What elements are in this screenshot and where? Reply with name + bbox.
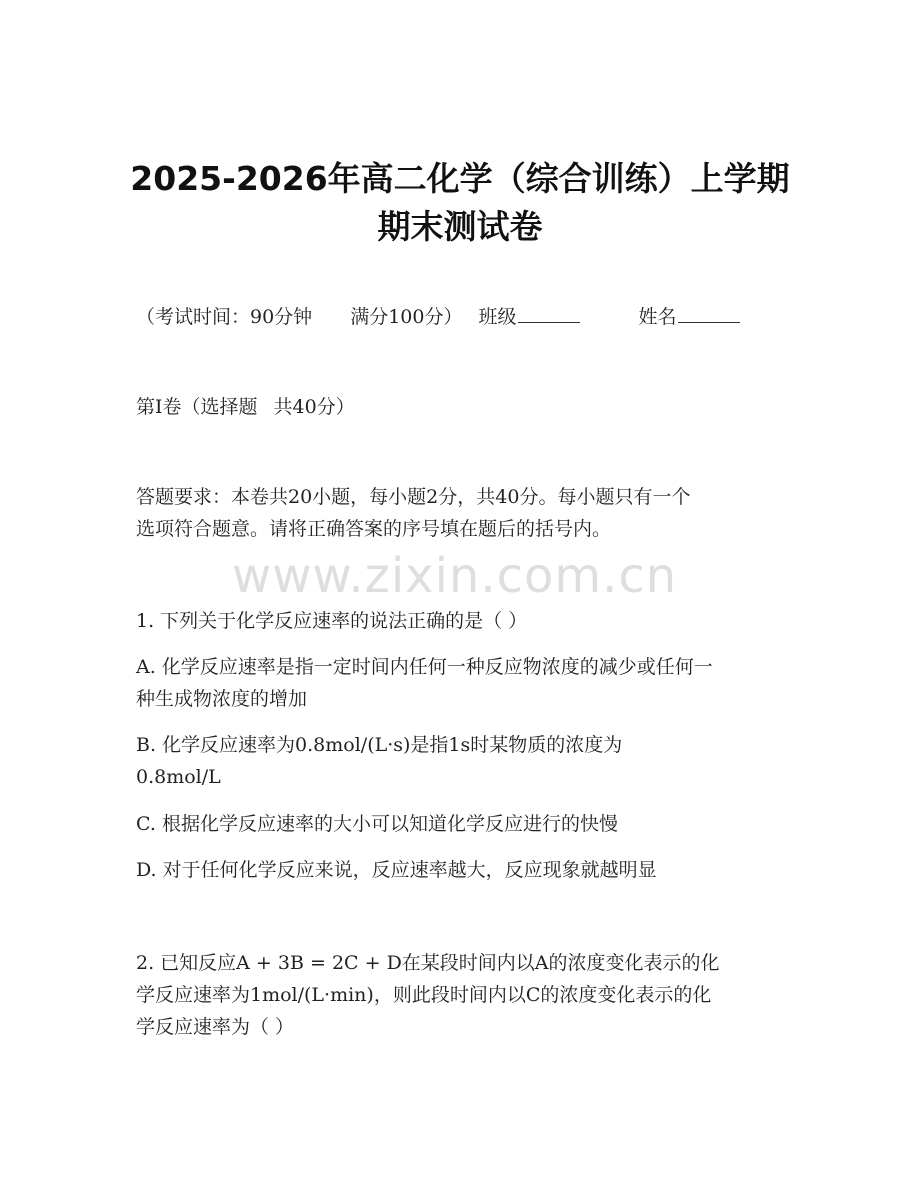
question-2-stem-line-2: 学反应速率为1mol/(L·min)，则此段时间内以C的浓度变化表示的化 [136, 984, 712, 1006]
question-1-option-b-line-1: B. 化学反应速率为0.8mol/(L·s)是指1s时某物质的浓度为 [136, 734, 623, 756]
section-score: 共40分） [273, 396, 355, 418]
watermark: www.zixin.com.cn [232, 548, 678, 604]
exam-info-line [136, 304, 740, 327]
instructions-line-1: 答题要求：本卷共20小题，每小题2分，共40分。每小题只有一个 [136, 486, 691, 508]
question-1-option-d: D. 对于任何化学反应来说，反应速率越大，反应现象就越明显 [136, 859, 657, 881]
name-blank [678, 304, 740, 323]
exam-full-marks: 满分100分） [350, 306, 463, 328]
class-label: 班级 [478, 306, 517, 328]
name-label: 姓名 [638, 306, 677, 328]
exam-duration: （考试时间：90分钟 [136, 306, 313, 328]
exam-title-line-2: 期末测试卷 [377, 207, 543, 246]
section-heading [136, 398, 355, 417]
instructions-line-2: 选项符合题意。请将正确答案的序号填在题后的括号内。 [136, 518, 612, 540]
section-title: 第Ⅰ卷（选择题 [136, 396, 258, 418]
question-1-option-c: C. 根据化学反应速率的大小可以知道化学反应进行的快慢 [136, 813, 618, 835]
question-1-option-b-line-2: 0.8mol/L [136, 766, 221, 788]
question-2-stem-line-3: 学反应速率为（ ） [136, 1016, 295, 1038]
question-1-option-a-line-2: 种生成物浓度的增加 [136, 688, 308, 710]
question-1-option-a-line-1: A. 化学反应速率是指一定时间内任何一种反应物浓度的减少或任何一 [136, 656, 713, 678]
exam-title-line-1: 2025-2026年高二化学（综合训练）上学期 [130, 159, 790, 198]
class-blank [518, 304, 580, 323]
question-2-stem-line-1: 2. 已知反应A + 3B = 2C + D在某段时间内以A的浓度变化表示的化 [136, 952, 720, 974]
question-1-stem: 1. 下列关于化学反应速率的说法正确的是（ ） [136, 610, 528, 632]
